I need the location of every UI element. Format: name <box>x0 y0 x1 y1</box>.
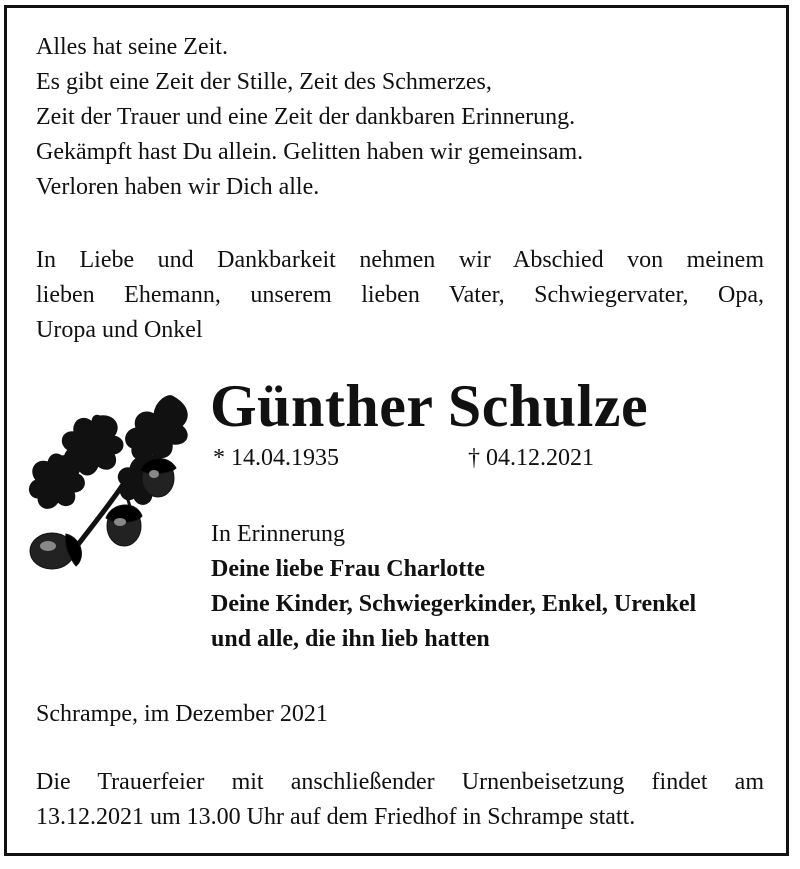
deceased-name: Günther Schulze <box>210 373 649 439</box>
poem-line: Es gibt eine Zeit der Stille, Zeit des Schmerzes, <box>36 69 492 95</box>
service-notice <box>36 765 764 835</box>
mourner-line: Deine Kinder, Schwiegerkinder, Enkel, Urenkel <box>211 591 697 617</box>
mourner-line: und alle, die ihn lieb hatten <box>211 626 490 652</box>
intro-line: In Liebe und Dankbarkeit nehmen wir Abschied von meinem <box>36 247 764 273</box>
place-date: Schrampe, im Dezember 2021 <box>36 701 328 727</box>
poem-line: Verloren haben wir Dich alle. <box>36 174 320 200</box>
birth-date: * 14.04.1935 <box>213 445 339 471</box>
mourners <box>211 517 696 657</box>
service-line: Die Trauerfeier mit anschließender Urnenbeisetzung findet am <box>36 769 764 795</box>
farewell-intro <box>36 243 764 348</box>
service-line: 13.12.2021 um 13.00 Uhr auf dem Friedhof in Schrampe statt. <box>36 804 636 830</box>
death-date: † 04.12.2021 <box>468 445 594 471</box>
mourner-line: Deine liebe Frau Charlotte <box>211 556 485 582</box>
mourners-heading: In Erinnerung <box>211 521 345 547</box>
poem <box>36 30 583 205</box>
poem-line: Gekämpft hast Du allein. Gelitten haben wir gemeinsam. <box>36 139 584 165</box>
intro-line: lieben Ehemann, unserem lieben Vater, Schwiegervater, Opa, <box>36 282 764 308</box>
poem-line: Zeit der Trauer und eine Zeit der dankbaren Erinnerung. <box>36 104 576 130</box>
poem-line: Alles hat seine Zeit. <box>36 34 228 60</box>
intro-line: Uropa und Onkel <box>36 317 203 343</box>
oak-leaves-acorns-icon <box>22 386 194 578</box>
